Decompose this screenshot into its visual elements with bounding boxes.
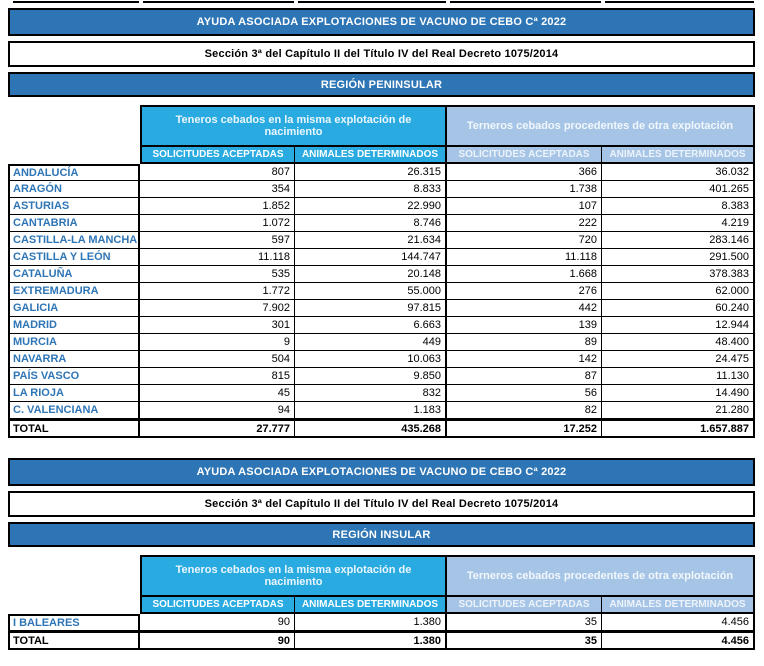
column-header-animales-2: ANIMALES DETERMINADOS <box>602 147 755 164</box>
table-row <box>8 266 755 283</box>
value-cell: 21.634 <box>295 232 447 249</box>
region-name: C. VALENCIANA <box>8 402 140 419</box>
value-cell: 8.833 <box>295 181 447 198</box>
cutoff-border-segment <box>298 1 446 3</box>
region-name: LA RIOJA <box>8 385 140 402</box>
table-row <box>8 402 755 419</box>
value-cell: 301 <box>140 317 295 334</box>
value-cell: 832 <box>295 385 447 402</box>
group-header-same-farm: Teneros cebados en la misma explotación de nacimiento <box>140 105 447 147</box>
value-cell: 366 <box>447 164 602 181</box>
total-value: 1.380 <box>295 633 447 650</box>
value-cell: 354 <box>140 181 295 198</box>
region-banner: REGIÓN PENINSULAR <box>8 72 755 97</box>
value-cell: 8.383 <box>602 198 755 215</box>
value-cell: 9.850 <box>295 368 447 385</box>
value-cell: 4.456 <box>602 614 755 631</box>
table-row <box>8 249 755 266</box>
value-cell: 12.944 <box>602 317 755 334</box>
cutoff-border-segment <box>143 1 294 3</box>
total-value: 27.777 <box>140 421 295 438</box>
region-name: CATALUÑA <box>8 266 140 283</box>
region-name: ANDALUCÍA <box>8 164 140 181</box>
region-name: NAVARRA <box>8 351 140 368</box>
group-header-other-farm: Terneros cebados procedentes de otra explotación <box>447 105 755 147</box>
region-name: EXTREMADURA <box>8 283 140 300</box>
value-cell: 139 <box>447 317 602 334</box>
value-cell: 45 <box>140 385 295 402</box>
value-cell: 94 <box>140 402 295 419</box>
cutoff-border-segment <box>450 1 601 3</box>
region-name: MADRID <box>8 317 140 334</box>
column-header-solicitudes-2: SOLICITUDES ACEPTADAS <box>447 147 602 164</box>
value-cell: 22.990 <box>295 198 447 215</box>
value-cell: 9 <box>140 334 295 351</box>
value-cell: 10.063 <box>295 351 447 368</box>
cutoff-border-segment <box>13 1 139 3</box>
region-banner: REGIÓN INSULAR <box>8 522 755 547</box>
value-cell: 26.315 <box>295 164 447 181</box>
value-cell: 6.663 <box>295 317 447 334</box>
value-cell: 1.072 <box>140 215 295 232</box>
value-cell: 8.746 <box>295 215 447 232</box>
value-cell: 378.383 <box>602 266 755 283</box>
table-row <box>8 351 755 368</box>
table-row <box>8 614 755 631</box>
total-value: 90 <box>140 633 295 650</box>
table-subtitle: Sección 3ª del Capítulo II del Título IV del Real Decreto 1075/2014 <box>8 491 755 517</box>
insular-table <box>8 458 755 650</box>
region-name: ARAGÓN <box>8 181 140 198</box>
column-header-animales-1: ANIMALES DETERMINADOS <box>295 147 447 164</box>
value-cell: 97.815 <box>295 300 447 317</box>
region-name: I BALEARES <box>8 614 140 631</box>
value-cell: 21.280 <box>602 402 755 419</box>
value-cell: 55.000 <box>295 283 447 300</box>
group-header-other-farm: Terneros cebados procedentes de otra explotación <box>447 555 755 597</box>
total-value: 4.456 <box>602 633 755 650</box>
value-cell: 89 <box>447 334 602 351</box>
table-row <box>8 300 755 317</box>
value-cell: 4.219 <box>602 215 755 232</box>
corner-blank <box>8 105 140 147</box>
value-cell: 142 <box>447 351 602 368</box>
region-name: MURCIA <box>8 334 140 351</box>
table-title: AYUDA ASOCIADA EXPLOTACIONES DE VACUNO DE CEBO Cª 2022 <box>8 458 755 486</box>
value-cell: 720 <box>447 232 602 249</box>
value-cell: 1.183 <box>295 402 447 419</box>
total-row <box>8 419 755 438</box>
table-row <box>8 232 755 249</box>
group-header-row <box>8 555 755 597</box>
value-cell: 449 <box>295 334 447 351</box>
table-row <box>8 334 755 351</box>
table-row <box>8 198 755 215</box>
total-label: TOTAL <box>8 421 140 438</box>
value-cell: 222 <box>447 215 602 232</box>
table-row <box>8 164 755 181</box>
cutoff-border-segment <box>605 1 754 3</box>
value-cell: 11.130 <box>602 368 755 385</box>
value-cell: 56 <box>447 385 602 402</box>
value-cell: 442 <box>447 300 602 317</box>
table-row <box>8 368 755 385</box>
data-rows <box>8 614 755 631</box>
value-cell: 807 <box>140 164 295 181</box>
corner-blank <box>8 555 140 597</box>
region-name: CASTILLA Y LEÓN <box>8 249 140 266</box>
total-row <box>8 631 755 650</box>
group-header-same-farm: Teneros cebados en la misma explotación de nacimiento <box>140 555 447 597</box>
table-row <box>8 385 755 402</box>
value-cell: 62.000 <box>602 283 755 300</box>
value-cell: 815 <box>140 368 295 385</box>
value-cell: 11.118 <box>140 249 295 266</box>
total-value: 435.268 <box>295 421 447 438</box>
value-cell: 1.380 <box>295 614 447 631</box>
region-name: CANTABRIA <box>8 215 140 232</box>
value-cell: 7.902 <box>140 300 295 317</box>
total-value: 17.252 <box>447 421 602 438</box>
value-cell: 87 <box>447 368 602 385</box>
value-cell: 504 <box>140 351 295 368</box>
table-row <box>8 215 755 232</box>
value-cell: 60.240 <box>602 300 755 317</box>
value-cell: 11.118 <box>447 249 602 266</box>
table-title: AYUDA ASOCIADA EXPLOTACIONES DE VACUNO DE CEBO Cª 2022 <box>8 8 755 36</box>
value-cell: 1.738 <box>447 181 602 198</box>
value-cell: 82 <box>447 402 602 419</box>
region-name: CASTILLA-LA MANCHA <box>8 232 140 249</box>
table-subtitle: Sección 3ª del Capítulo II del Título IV del Real Decreto 1075/2014 <box>8 41 755 67</box>
value-cell: 597 <box>140 232 295 249</box>
column-header-solicitudes-2: SOLICITUDES ACEPTADAS <box>447 597 602 614</box>
value-cell: 276 <box>447 283 602 300</box>
column-header-solicitudes-1: SOLICITUDES ACEPTADAS <box>140 597 295 614</box>
column-header-solicitudes-1: SOLICITUDES ACEPTADAS <box>140 147 295 164</box>
total-value: 35 <box>447 633 602 650</box>
value-cell: 535 <box>140 266 295 283</box>
table-row <box>8 283 755 300</box>
value-cell: 90 <box>140 614 295 631</box>
peninsular-table <box>8 8 755 438</box>
corner-blank <box>8 597 140 614</box>
data-rows <box>8 164 755 419</box>
region-name: ASTURIAS <box>8 198 140 215</box>
value-cell: 1.668 <box>447 266 602 283</box>
column-header-row <box>8 147 755 164</box>
region-name: GALICIA <box>8 300 140 317</box>
value-cell: 24.475 <box>602 351 755 368</box>
table-row <box>8 317 755 334</box>
column-header-animales-1: ANIMALES DETERMINADOS <box>295 597 447 614</box>
value-cell: 48.400 <box>602 334 755 351</box>
corner-blank <box>8 147 140 164</box>
column-header-row <box>8 597 755 614</box>
value-cell: 35 <box>447 614 602 631</box>
value-cell: 36.032 <box>602 164 755 181</box>
group-header-row <box>8 105 755 147</box>
value-cell: 14.490 <box>602 385 755 402</box>
value-cell: 401.265 <box>602 181 755 198</box>
column-header-animales-2: ANIMALES DETERMINADOS <box>602 597 755 614</box>
value-cell: 1.852 <box>140 198 295 215</box>
region-name: PAÍS VASCO <box>8 368 140 385</box>
value-cell: 107 <box>447 198 602 215</box>
value-cell: 144.747 <box>295 249 447 266</box>
total-label: TOTAL <box>8 633 140 650</box>
value-cell: 283.146 <box>602 232 755 249</box>
value-cell: 20.148 <box>295 266 447 283</box>
table-row <box>8 181 755 198</box>
value-cell: 1.772 <box>140 283 295 300</box>
total-value: 1.657.887 <box>602 421 755 438</box>
value-cell: 291.500 <box>602 249 755 266</box>
